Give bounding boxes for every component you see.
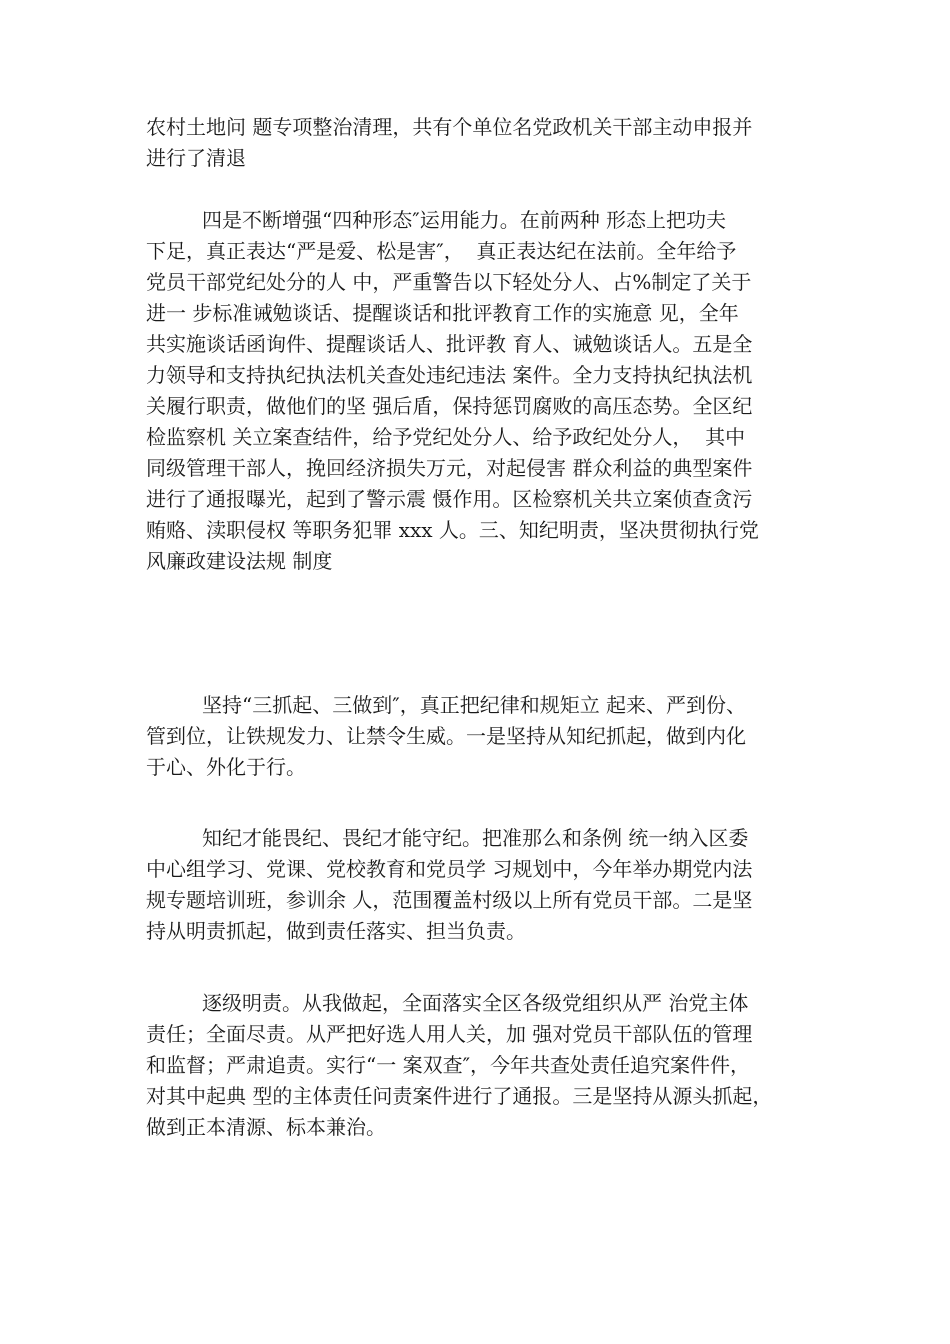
text-line: 检监察机 关立案查结件，给予党纪处分人、给予政纪处分人， 其中 xyxy=(146,425,746,449)
text-line: 农村土地问 题专项整治清理，共有个单位名党政机关干部主动申报并 xyxy=(146,115,753,139)
paragraph-three-grasps xyxy=(146,690,810,783)
text-line: 做到正本清源、标本兼治。 xyxy=(146,1115,386,1139)
text-line: 知纪才能畏纪、畏纪才能守纪。把准那么和条例 统一纳入区委 xyxy=(202,826,749,850)
text-line: 中心组学习、党课、党校教育和党员学 习规划中，今年举办期党内法 xyxy=(146,857,753,881)
text-line: 力领导和支持执纪执法机关查处违纪违法 案件。全力支持执纪执法机 xyxy=(146,363,753,387)
text-line: 逐级明责。从我做起，全面落实全区各级党组织从严 治党主体 xyxy=(202,991,749,1015)
text-line: 和监督；严肃追责。实行“一 案双查″，今年共查处责任追究案件件， xyxy=(146,1053,751,1077)
text-line: 风廉政建设法规 制度 xyxy=(146,549,333,573)
text-line: 于心、外化于行。 xyxy=(146,755,306,779)
text-line: 下足，真正表达“严是爱、松是害″， 真正表达纪在法前。全年给予 xyxy=(146,239,737,263)
text-line: 进一 步标准诫勉谈话、提醒谈话和批评教育工作的实施意 见，全年 xyxy=(146,301,739,325)
text-line: 持从明责抓起，做到责任落实、担当负责。 xyxy=(146,919,526,943)
text-line: 关履行职责，做他们的坚 强后盾，保持惩罚腐败的高压态势。全区纪 xyxy=(146,394,753,418)
text-line: 进行了清退 xyxy=(146,146,246,170)
text-line: 规专题培训班，参训余 人，范围覆盖村级以上所有党员干部。二是坚 xyxy=(146,888,753,912)
paragraph-clarify-responsibility xyxy=(146,988,810,1143)
text-line: 四是不断增强“四种形态″运用能力。在前两种 形态上把功夫 xyxy=(202,208,727,232)
text-line: 党员干部党纪处分的人 中，严重警告以下轻处分人、占%制定了关于 xyxy=(146,270,752,294)
text-line: 同级管理干部人，挽回经济损失万元，对起侵害 群众利益的典型案件 xyxy=(146,456,753,480)
paragraph-four-forms xyxy=(146,205,810,577)
paragraph-continued-cleanup xyxy=(146,112,810,174)
text-line: 对其中起典 型的主体责任问责案件进行了通报。三是坚持从源头抓起， xyxy=(146,1084,773,1108)
text-line: 责任；全面尽责。从严把好选人用人关，加 强对党员干部队伍的管理 xyxy=(146,1022,753,1046)
paragraph-know-discipline xyxy=(146,823,810,947)
text-line: 坚持“三抓起、三做到″，真正把纪律和规矩立 起来、严到份、 xyxy=(202,693,747,717)
text-line: 进行了通报曝光，起到了警示震 慑作用。区检察机关共立案侦查贪污 xyxy=(146,487,753,511)
text-line: 贿赂、渎职侵权 等职务犯罪 xxx 人。三、知纪明责，坚决贯彻执行党 xyxy=(146,518,759,542)
text-line: 管到位，让铁规发力、让禁令生威。一是坚持从知纪抓起，做到内化 xyxy=(146,724,746,748)
text-line: 共实施谈话函询件、提醒谈话人、批评教 育人、诫勉谈话人。五是全 xyxy=(146,332,753,356)
